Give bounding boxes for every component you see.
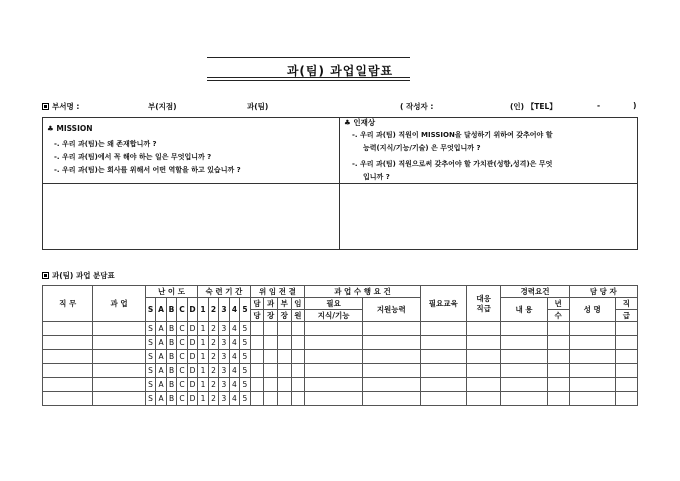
career-content: 내 용 <box>501 298 547 322</box>
cell-req-need[interactable] <box>305 364 363 378</box>
cell-period-num: 1 <box>198 336 208 350</box>
mission-vertical-divider <box>339 117 340 250</box>
col-delegation: 위 임 전 결 <box>250 286 305 298</box>
cell-career-years[interactable] <box>547 378 569 392</box>
cell-task[interactable] <box>93 336 145 350</box>
col-education: 필요교육 <box>420 286 466 322</box>
cell-delegation[interactable] <box>250 350 264 364</box>
bullet-square-icon <box>42 103 49 110</box>
mission-divider <box>42 183 638 184</box>
cell-delegation[interactable] <box>264 350 278 364</box>
cell-grade[interactable] <box>466 350 501 364</box>
cell-req-support[interactable] <box>362 378 420 392</box>
diff-grade: C <box>177 298 187 322</box>
club-icon: ♣ <box>47 124 54 133</box>
cell-delegation[interactable] <box>277 378 291 392</box>
cell-delegation[interactable] <box>264 378 278 392</box>
deleg-bottom: 장 <box>277 310 291 322</box>
cell-career-content[interactable] <box>501 378 547 392</box>
cell-owner-name[interactable] <box>569 350 615 364</box>
period-num: 4 <box>229 298 239 322</box>
cell-delegation[interactable] <box>277 364 291 378</box>
col-requirements: 과 업 수 행 요 건 <box>305 286 420 298</box>
cell-owner-name[interactable] <box>569 364 615 378</box>
cell-delegation[interactable] <box>264 364 278 378</box>
cell-diff-grade: D <box>187 350 197 364</box>
talent-title: ♣ 인재상 <box>344 118 376 127</box>
cell-req-need[interactable] <box>305 378 363 392</box>
cell-education[interactable] <box>420 392 466 406</box>
talent-line: 능력(지식/기능/기술) 은 무엇입니까 ? <box>363 144 481 152</box>
cell-diff-grade: S <box>145 378 155 392</box>
cell-task[interactable] <box>93 322 145 336</box>
cell-delegation[interactable] <box>291 322 305 336</box>
cell-owner-name[interactable] <box>569 336 615 350</box>
cell-education[interactable] <box>420 364 466 378</box>
cell-period-num: 5 <box>240 364 251 378</box>
cell-diff-grade: S <box>145 322 155 336</box>
cell-owner-name[interactable] <box>569 392 615 406</box>
cell-diff-grade: A <box>156 350 166 364</box>
cell-diff-grade: C <box>177 322 187 336</box>
cell-career-content[interactable] <box>501 350 547 364</box>
col-difficulty: 난 이 도 <box>145 286 197 298</box>
title-bottom-rule-1 <box>207 77 410 78</box>
cell-delegation[interactable] <box>291 364 305 378</box>
task-table <box>42 285 638 406</box>
owner-rank-bottom: 급 <box>615 310 637 322</box>
cell-task[interactable] <box>93 364 145 378</box>
diff-grade: A <box>156 298 166 322</box>
title-bottom-rule-2 <box>207 80 410 81</box>
cell-period-num: 4 <box>229 392 239 406</box>
tel-dash: - <box>597 101 601 110</box>
period-num: 3 <box>219 298 229 322</box>
cell-delegation[interactable] <box>291 336 305 350</box>
col-owner: 담 당 자 <box>569 286 637 298</box>
cell-career-years[interactable] <box>547 336 569 350</box>
cell-owner-rank[interactable] <box>615 336 637 350</box>
talent-line: -. 우리 과(팀) 직원이 MISSION을 달성하기 위하여 갖추어야 할 <box>352 131 553 139</box>
cell-req-support[interactable] <box>362 364 420 378</box>
cell-period-num: 1 <box>198 322 208 336</box>
cell-owner-rank[interactable] <box>615 350 637 364</box>
cell-diff-grade: D <box>187 336 197 350</box>
cell-period-num: 2 <box>208 350 218 364</box>
cell-career-years[interactable] <box>547 392 569 406</box>
cell-delegation[interactable] <box>250 392 264 406</box>
cell-delegation[interactable] <box>277 350 291 364</box>
cell-diff-grade: S <box>145 336 155 350</box>
mission-question: -. 우리 과(팀)는 왜 존재합니까 ? <box>54 140 157 148</box>
close-paren: ) <box>633 101 637 110</box>
deleg-top: 담 <box>250 298 264 310</box>
talent-line: 입니까 ? <box>363 173 390 181</box>
cell-req-support[interactable] <box>362 336 420 350</box>
period-num: 1 <box>198 298 208 322</box>
period-num: 5 <box>240 298 251 322</box>
cell-diff-grade: C <box>177 336 187 350</box>
cell-period-num: 2 <box>208 322 218 336</box>
cell-education[interactable] <box>420 350 466 364</box>
cell-task[interactable] <box>93 378 145 392</box>
cell-period-num: 3 <box>219 322 229 336</box>
cell-career-content[interactable] <box>501 322 547 336</box>
cell-period-num: 5 <box>240 350 251 364</box>
req-support: 지원능력 <box>362 298 420 322</box>
cell-grade[interactable] <box>466 392 501 406</box>
cell-period-num: 2 <box>208 392 218 406</box>
cell-career-content[interactable] <box>501 336 547 350</box>
cell-period-num: 3 <box>219 378 229 392</box>
period-num: 2 <box>208 298 218 322</box>
cell-diff-grade: C <box>177 392 187 406</box>
cell-period-num: 2 <box>208 364 218 378</box>
cell-grade[interactable] <box>466 322 501 336</box>
cell-grade[interactable] <box>466 336 501 350</box>
cell-delegation[interactable] <box>291 350 305 364</box>
gwa-label: 과(팀) <box>247 102 269 111</box>
cell-period-num: 2 <box>208 336 218 350</box>
table-row <box>43 392 638 406</box>
cell-period-num: 5 <box>240 336 251 350</box>
cell-career-years[interactable] <box>547 350 569 364</box>
cell-diff-grade: S <box>145 364 155 378</box>
cell-diff-grade: B <box>166 322 176 336</box>
cell-period-num: 1 <box>198 364 208 378</box>
cell-career-content[interactable] <box>501 392 547 406</box>
table-row <box>43 378 638 392</box>
cell-owner-name[interactable] <box>569 378 615 392</box>
cell-delegation[interactable] <box>277 322 291 336</box>
diff-grade: D <box>187 298 197 322</box>
cell-diff-grade: B <box>166 350 176 364</box>
col-job: 직 무 <box>43 286 93 322</box>
cell-period-num: 5 <box>240 392 251 406</box>
cell-period-num: 4 <box>229 350 239 364</box>
cell-delegation[interactable] <box>250 336 264 350</box>
cell-career-years[interactable] <box>547 364 569 378</box>
cell-diff-grade: B <box>166 392 176 406</box>
cell-grade[interactable] <box>466 378 501 392</box>
page-title: 과(팀) 과업일람표 <box>286 64 394 78</box>
cell-owner-rank[interactable] <box>615 322 637 336</box>
cell-period-num: 4 <box>229 364 239 378</box>
mission-question: -. 우리 과(팀)는 회사를 위해서 어떤 역할을 하고 있습니까 ? <box>54 166 241 174</box>
cell-diff-grade: S <box>145 392 155 406</box>
cell-job[interactable] <box>43 364 93 378</box>
sign-tel-label: (인) 【TEL】 <box>510 102 557 111</box>
cell-req-support[interactable] <box>362 322 420 336</box>
mission-question: -. 우리 과(팀)에서 꼭 해야 하는 일은 무엇입니까 ? <box>54 153 212 161</box>
cell-delegation[interactable] <box>250 364 264 378</box>
table-row <box>43 350 638 364</box>
cell-job[interactable] <box>43 378 93 392</box>
col-period: 숙 련 기 간 <box>198 286 250 298</box>
cell-diff-grade: A <box>156 336 166 350</box>
deleg-top: 임 <box>291 298 305 310</box>
cell-job[interactable] <box>43 322 93 336</box>
cell-req-need[interactable] <box>305 322 363 336</box>
table-row <box>43 336 638 350</box>
cell-diff-grade: B <box>166 336 176 350</box>
club-icon: ♣ <box>344 118 351 127</box>
cell-period-num: 2 <box>208 378 218 392</box>
cell-diff-grade: S <box>145 350 155 364</box>
col-grade: 대응 직급 <box>466 286 501 322</box>
career-years-bottom: 수 <box>547 310 569 322</box>
cell-period-num: 1 <box>198 392 208 406</box>
deleg-top: 과 <box>264 298 278 310</box>
cell-job[interactable] <box>43 336 93 350</box>
owner-rank-top: 직 <box>615 298 637 310</box>
bu-label: 부(지점) <box>148 102 177 111</box>
cell-education[interactable] <box>420 378 466 392</box>
cell-req-need[interactable] <box>305 336 363 350</box>
cell-education[interactable] <box>420 336 466 350</box>
cell-career-content[interactable] <box>501 364 547 378</box>
col-task: 과 업 <box>93 286 145 322</box>
cell-delegation[interactable] <box>277 336 291 350</box>
dept-label: 부서명 : <box>42 101 79 112</box>
cell-diff-grade: A <box>156 364 166 378</box>
cell-diff-grade: B <box>166 364 176 378</box>
cell-diff-grade: C <box>177 350 187 364</box>
cell-education[interactable] <box>420 322 466 336</box>
cell-period-num: 4 <box>229 322 239 336</box>
cell-period-num: 4 <box>229 378 239 392</box>
cell-delegation[interactable] <box>277 392 291 406</box>
cell-delegation[interactable] <box>264 336 278 350</box>
cell-period-num: 3 <box>219 364 229 378</box>
cell-delegation[interactable] <box>291 378 305 392</box>
cell-period-num: 5 <box>240 378 251 392</box>
career-years-top: 년 <box>547 298 569 310</box>
table-row <box>43 322 638 336</box>
deleg-bottom: 당 <box>250 310 264 322</box>
cell-owner-rank[interactable] <box>615 392 637 406</box>
col-career: 경력요건 <box>501 286 569 298</box>
cell-diff-grade: A <box>156 392 166 406</box>
diff-grade: B <box>166 298 176 322</box>
cell-req-support[interactable] <box>362 392 420 406</box>
mission-title: ♣ MISSION <box>47 124 93 133</box>
diff-grade: S <box>145 298 155 322</box>
cell-diff-grade: D <box>187 322 197 336</box>
cell-period-num: 1 <box>198 350 208 364</box>
cell-career-years[interactable] <box>547 322 569 336</box>
req-need-bottom: 지식/기능 <box>305 310 363 322</box>
cell-diff-grade: A <box>156 322 166 336</box>
cell-period-num: 3 <box>219 350 229 364</box>
deleg-top: 부 <box>277 298 291 310</box>
cell-delegation[interactable] <box>264 392 278 406</box>
cell-diff-grade: C <box>177 378 187 392</box>
cell-req-need[interactable] <box>305 350 363 364</box>
cell-period-num: 3 <box>219 336 229 350</box>
cell-diff-grade: D <box>187 392 197 406</box>
req-need-top: 필요 <box>305 298 363 310</box>
cell-period-num: 1 <box>198 378 208 392</box>
cell-period-num: 3 <box>219 392 229 406</box>
cell-task[interactable] <box>93 392 145 406</box>
deleg-bottom: 원 <box>291 310 305 322</box>
table-row <box>43 364 638 378</box>
cell-req-support[interactable] <box>362 350 420 364</box>
cell-job[interactable] <box>43 350 93 364</box>
cell-diff-grade: A <box>156 378 166 392</box>
cell-period-num: 5 <box>240 322 251 336</box>
deleg-bottom: 장 <box>264 310 278 322</box>
cell-task[interactable] <box>93 350 145 364</box>
author-label: ( 작성자 : <box>400 102 434 111</box>
bullet-square-icon <box>42 272 49 279</box>
cell-owner-name[interactable] <box>569 322 615 336</box>
title-top-rule <box>207 57 410 58</box>
table-section-label: 과(팀) 과업 분담표 <box>42 270 115 281</box>
cell-req-need[interactable] <box>305 392 363 406</box>
cell-diff-grade: B <box>166 378 176 392</box>
talent-line: -. 우리 과(팀) 직원으로써 갖추어야 할 가치관(성향,성격)은 무엇 <box>352 160 553 168</box>
cell-owner-rank[interactable] <box>615 364 637 378</box>
cell-delegation[interactable] <box>291 392 305 406</box>
cell-diff-grade: C <box>177 364 187 378</box>
cell-grade[interactable] <box>466 364 501 378</box>
cell-diff-grade: D <box>187 378 197 392</box>
cell-delegation[interactable] <box>250 322 264 336</box>
cell-owner-rank[interactable] <box>615 378 637 392</box>
cell-diff-grade: D <box>187 364 197 378</box>
cell-period-num: 4 <box>229 336 239 350</box>
owner-name: 성 명 <box>569 298 615 322</box>
cell-job[interactable] <box>43 392 93 406</box>
cell-delegation[interactable] <box>250 378 264 392</box>
cell-delegation[interactable] <box>264 322 278 336</box>
